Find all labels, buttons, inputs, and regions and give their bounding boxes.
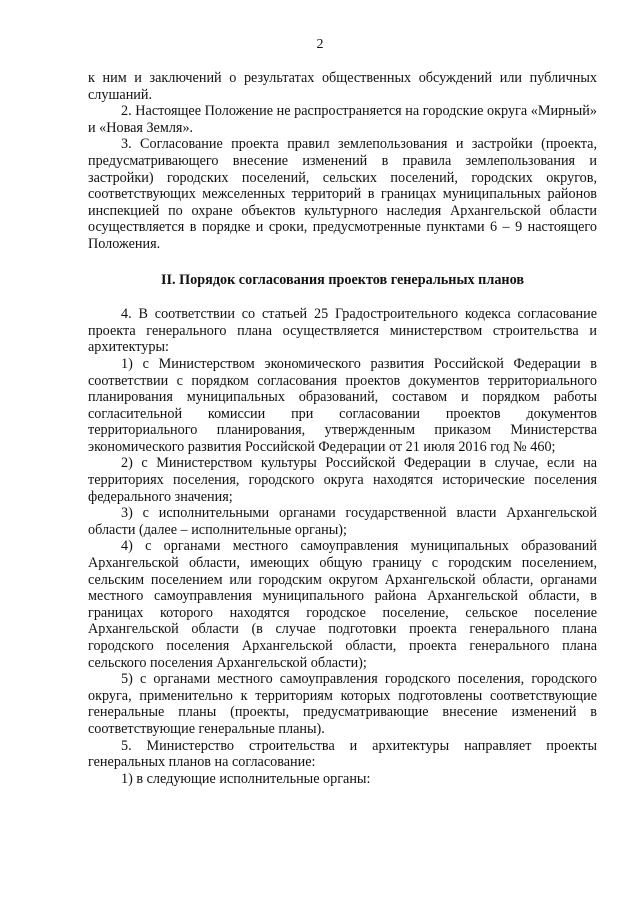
paragraph-item-3: 3. Согласование проекта правил землепользования и застройки (проекта, предусматривающего внесение изменений в правила землепользования и застройки) городских поселений, сельских поселений, городских округов, соответствующих межселенных территорий в границах муниципальных районов инспекцией по охране объектов культурного наследия Архангельской области осуществляется в порядке и сроки, предусмотренные пунктами 6 – 9 настоящего Положения. — [88, 136, 597, 252]
subparagraph-4-2: 2) с Министерством культуры Российской Федерации в случае, если на территориях поселения, городского округа находятся исторические поселения федерального значения; — [88, 455, 597, 505]
section-heading: II. Порядок согласования проектов генеральных планов — [160, 271, 524, 288]
subparagraph-4-5: 5) с органами местного самоуправления городского поселения, городского округа, применительно к территориям которых подготовлены соответствующие генеральные планы (проекты, предусматривающие внесение изменений в соответствующие генеральные планы). — [88, 671, 597, 737]
subparagraph-4-1: 1) с Министерством экономического развития Российской Федерации в соответствии с порядком согласования проектов документов территориального планирования муниципальных образований, составом и порядком работы согласительной комиссии при согласовании проектов документов территориального планирования, утвержденным приказом Министерства экономического развития Российской Федерации от 21 июля 2016 год № 460; — [88, 355, 597, 455]
document-body — [88, 70, 597, 787]
subparagraph-4-4: 4) с органами местного самоуправления муниципальных образований Архангельской области, имеющих общую границу с городским поселением, сельским поселением или городским округом Архангельской области, органами местного самоуправления муниципального района Архангельской области, в границах которого находятся городское поселение, сельское поселение Архангельской области (в случае подготовки проекта генерального плана городского поселения Архангельской области, проекта генерального плана сельского поселения Архангельской области); — [88, 538, 597, 671]
paragraph-item-5: 5. Министерство строительства и архитектуры направляет проекты генеральных планов на согласование: — [88, 737, 597, 771]
paragraph-item-2: 2. Настоящее Положение не распространяется на городские округа «Мирный» и «Новая Земля». — [88, 103, 597, 136]
subparagraph-4-3: 3) с исполнительными органами государственной власти Архангельской области (далее – исполнительные органы); — [88, 505, 597, 538]
paragraph-continuation: к ним и заключений о результатах общественных обсуждений или публичных слушаний. — [88, 70, 597, 103]
subparagraph-5-1: 1) в следующие исполнительные органы: — [121, 770, 371, 787]
page-number: 2 — [316, 37, 324, 52]
paragraph-item-4: 4. В соответствии со статьей 25 Градостроительного кодекса согласование проекта генерального плана осуществляется министерством строительства и архитектуры: — [88, 306, 597, 356]
